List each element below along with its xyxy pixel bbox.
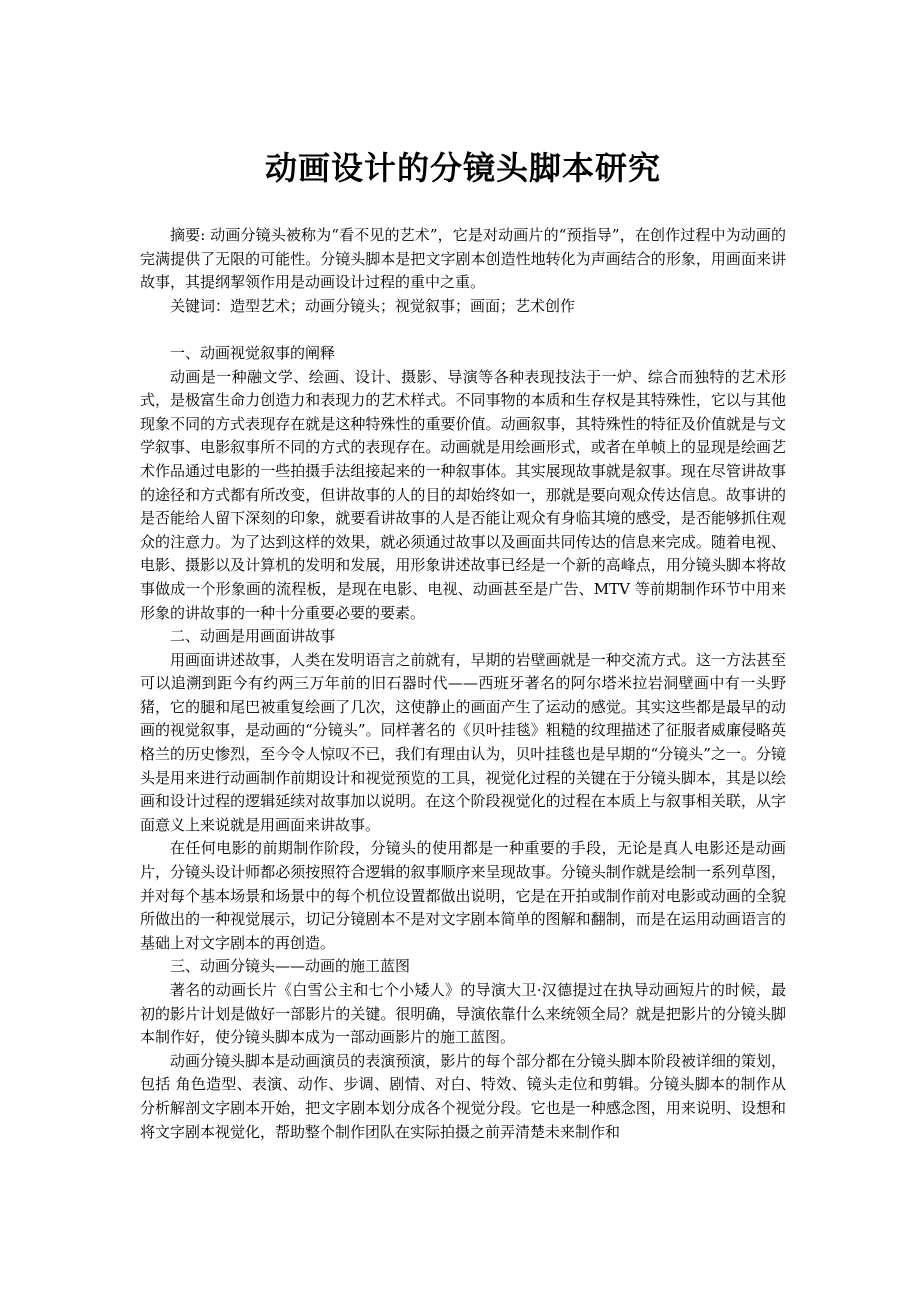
section-3-heading: 三、动画分镜头——动画的施工蓝图 bbox=[170, 957, 411, 976]
section-2-heading: 二、动画是用画面讲故事 bbox=[170, 627, 336, 646]
section-2-paragraph-2: 在任何电影的前期制作阶段，分镜头的使用都是一种重要的手段，无论是真人电影还是动画片，分镜头设计师都必须按照符合逻辑的叙事顺序来呈现故事。分镜头制作就是绘制一系列草图，并对每个基本场景和场景中的每个机位设置都做出说明，它是在开拍或制作前对电影或动画的全貌所做出的一种视觉展示，切记分镜剧本不是对文字剧本简单的图解和翻制，而是在运用动画语言的基础上对文字剧本的再创造。 bbox=[140, 839, 786, 952]
abstract-paragraph: 摘要: 动画分镜头被称为“看不见的艺术”，它是对动画片的“预指导”，在创作过程中为动画的完满提供了无限的可能性。分镜头脚本是把文字剧本创造性地转化为声画结合的形象，用画面来讲故事，其提纲挈领作用是动画设计过程的重中之重。 bbox=[140, 226, 786, 292]
section-3-paragraph-2: 动画分镜头脚本是动画演员的表演预演，影片的每个部分都在分镜头脚本阶段被详细的策划，包括 角色造型、表演、动作、步调、剧情、对白、特效、镜头走位和剪辑。分镜头脚本的制作从分析解剖文字剧本开始，把文字剧本划分成各个视觉分段。它也是一种感念图，用来说明、设想和将文字剧本视觉化，帮助整个制作团队在实际拍摄之前弄清楚未来制作和 bbox=[140, 1051, 786, 1141]
paper-title: 动画设计的分镜头脚本研究 bbox=[264, 149, 661, 187]
blank-line bbox=[140, 318, 786, 342]
keywords-paragraph: 关键词：造型艺术；动画分镜头；视觉叙事；画面；艺术创作 bbox=[170, 296, 576, 315]
section-1-heading: 一、动画视觉叙事的阐释 bbox=[170, 343, 336, 362]
section-2-paragraph-1: 用画面讲述故事，人类在发明语言之前就有，早期的岩壁画就是一种交流方式。这一方法甚至可以追溯到距今有约两三万年前的旧石器时代——西班牙著名的阿尔塔米拉岩洞壁画中有一头野猪，它的腿和尾巴被重复绘画了几次，这使静止的画面产生了运动的感觉。其实这些都是最早的动画的视觉叙事，是动画的“分镜头”。同样著名的《贝叶挂毯》粗糙的纹理描述了征服者威廉侵略英格兰的历史惨烈，至今令人惊叹不已，我们有理由认为，贝叶挂毯也是早期的“分镜头”之一。分镜头是用来进行动画制作前期设计和视觉预览的工具，视觉化过程的关键在于分镜头脚本，其是以绘画和设计过程的逻辑延续对故事加以说明。在这个阶段视觉化的过程在本质上与叙事相关联，从字面意义上来说就是用画面来讲故事。 bbox=[140, 650, 786, 834]
section-3-paragraph-1: 著名的动画长片《白雪公主和七个小矮人》的导演大卫·汉德提过在执导动画短片的时候，最初的影片计划是做好一部影片的关键。很明确，导演依靠什么来统领全局？就是把影片的分镜头脚本制作好，使分镜头脚本成为一部动画影片的施工蓝图。 bbox=[140, 981, 786, 1047]
document-page bbox=[140, 0, 786, 1144]
section-1-paragraph-1: 动画是一种融文学、绘画、设计、摄影、导演等各种表现技法于一炉、综合而独特的艺术形式，是极富生命力创造力和表现力的艺术样式。不同事物的本质和生存权是其特殊性，它以与其他现象不同的方式表现存在就是这种特殊性的重要价值。动画叙事，其特殊性的特征及价值就是与文学叙事、电影叙事所不同的方式的表现存在。动画就是用绘画形式，或者在单帧上的显现是绘画艺术作品通过电影的一些拍摄手法组接起来的一种叙事体。其实展现故事就是叙事。现在尽管讲故事的途径和方式都有所改变，但讲故事的人的目的却始终如一，那就是要向观众传达信息。故事讲的是否能给人留下深刻的印象，就要看讲故事的人是否能让观众有身临其境的感受，是否能够抓住观众的注意力。为了达到这样的效果，就必须通过故事以及画面共同传达的信息来完成。随着电视、电影、摄影以及计算机的发明和发展，用形象讲述故事已经是一个新的高峰点，用分镜头脚本将故事做成一个形象画的流程板，是现在电影、电视、动画甚至是广告、MTV 等前期制作环节中用来形象的讲故事的一种十分重要必要的要素。 bbox=[140, 367, 786, 622]
paper-body bbox=[140, 224, 786, 1144]
